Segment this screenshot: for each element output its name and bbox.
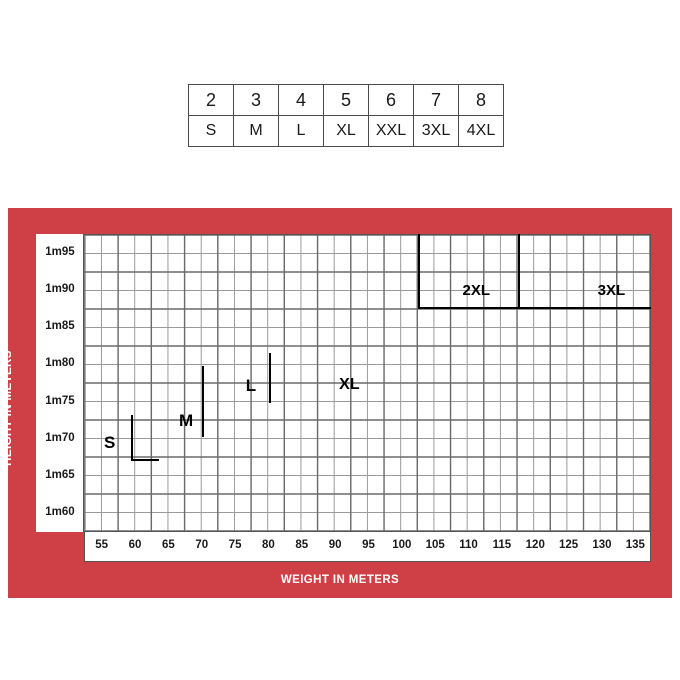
x-axis-tick-label: 120 bbox=[525, 539, 545, 551]
size-chart-panel bbox=[2, 208, 672, 598]
zone-divider bbox=[202, 366, 204, 437]
x-axis-tick-label: 95 bbox=[362, 539, 375, 551]
size-zone-label-3xl: 3XL bbox=[597, 281, 626, 299]
legend-size-cell: XL bbox=[324, 116, 369, 147]
legend-number-cell: 2 bbox=[189, 85, 234, 116]
legend-number-cell: 4 bbox=[279, 85, 324, 116]
legend-number-cell: 6 bbox=[369, 85, 414, 116]
x-axis-tick-labels bbox=[84, 532, 651, 562]
legend-number-cell: 8 bbox=[459, 85, 504, 116]
x-axis-tick-label: 105 bbox=[425, 539, 445, 551]
legend-size-cell: M bbox=[234, 116, 279, 147]
x-axis-tick-label: 80 bbox=[262, 539, 275, 551]
size-zone-label-xl: XL bbox=[339, 376, 360, 394]
size-zone-label-s: S bbox=[104, 433, 116, 453]
zone-divider bbox=[131, 459, 159, 461]
size-legend-table bbox=[188, 84, 504, 147]
legend-number-cell: 3 bbox=[234, 85, 279, 116]
x-axis-tick-label: 115 bbox=[492, 539, 512, 551]
y-axis-tick-label: 1m60 bbox=[45, 506, 75, 519]
size-zone-label-l: L bbox=[245, 375, 257, 395]
y-axis-tick-label: 1m65 bbox=[45, 469, 75, 482]
legend-size-cell: L bbox=[279, 116, 324, 147]
x-axis-tick-label: 130 bbox=[592, 539, 612, 551]
y-axis-tick-label: 1m90 bbox=[45, 282, 75, 295]
x-axis-tick-label: 55 bbox=[95, 539, 109, 551]
y-axis-tick-label: 1m70 bbox=[45, 431, 75, 444]
x-axis-tick-label: 135 bbox=[625, 539, 645, 551]
size-zone-label-2xl: 2XL bbox=[462, 281, 491, 299]
y-axis-tick-labels bbox=[36, 234, 84, 532]
x-axis-tick-label: 60 bbox=[128, 539, 142, 551]
y-axis-tick-label: 1m85 bbox=[45, 320, 75, 333]
legend-number-cell: 7 bbox=[414, 85, 459, 116]
y-axis-tick-label: 1m95 bbox=[45, 245, 75, 258]
legend-row-sizes bbox=[189, 116, 504, 147]
x-axis-title: WEIGHT IN METERS bbox=[280, 574, 400, 586]
y-axis-tick-label: 1m80 bbox=[45, 357, 75, 370]
legend-number-cell: 5 bbox=[324, 85, 369, 116]
x-axis-tick-label: 90 bbox=[328, 539, 342, 551]
legend-size-cell: 3XL bbox=[414, 116, 459, 147]
y-axis-tick-label: 1m75 bbox=[45, 394, 75, 407]
legend-size-cell: S bbox=[189, 116, 234, 147]
x-axis-tick-label: 110 bbox=[459, 539, 478, 551]
x-axis-tick-label: 85 bbox=[295, 539, 309, 551]
x-axis-tick-label: 65 bbox=[161, 539, 175, 551]
x-axis-tick-label: 70 bbox=[195, 539, 209, 551]
x-axis-tick-label: 75 bbox=[228, 539, 242, 551]
size-zone-label-m: M bbox=[179, 411, 194, 431]
x-axis-tick-label: 125 bbox=[559, 539, 579, 551]
legend-size-cell: 4XL bbox=[459, 116, 504, 147]
y-axis-title: HEIGHT IN METERS bbox=[2, 350, 14, 466]
legend-size-cell: XXL bbox=[369, 116, 414, 147]
zone-divider bbox=[269, 353, 271, 403]
legend-row-numbers bbox=[189, 85, 504, 116]
zone-boundary-3xl bbox=[518, 234, 651, 309]
x-axis-tick-label: 100 bbox=[392, 539, 412, 551]
zone-divider bbox=[131, 415, 133, 460]
